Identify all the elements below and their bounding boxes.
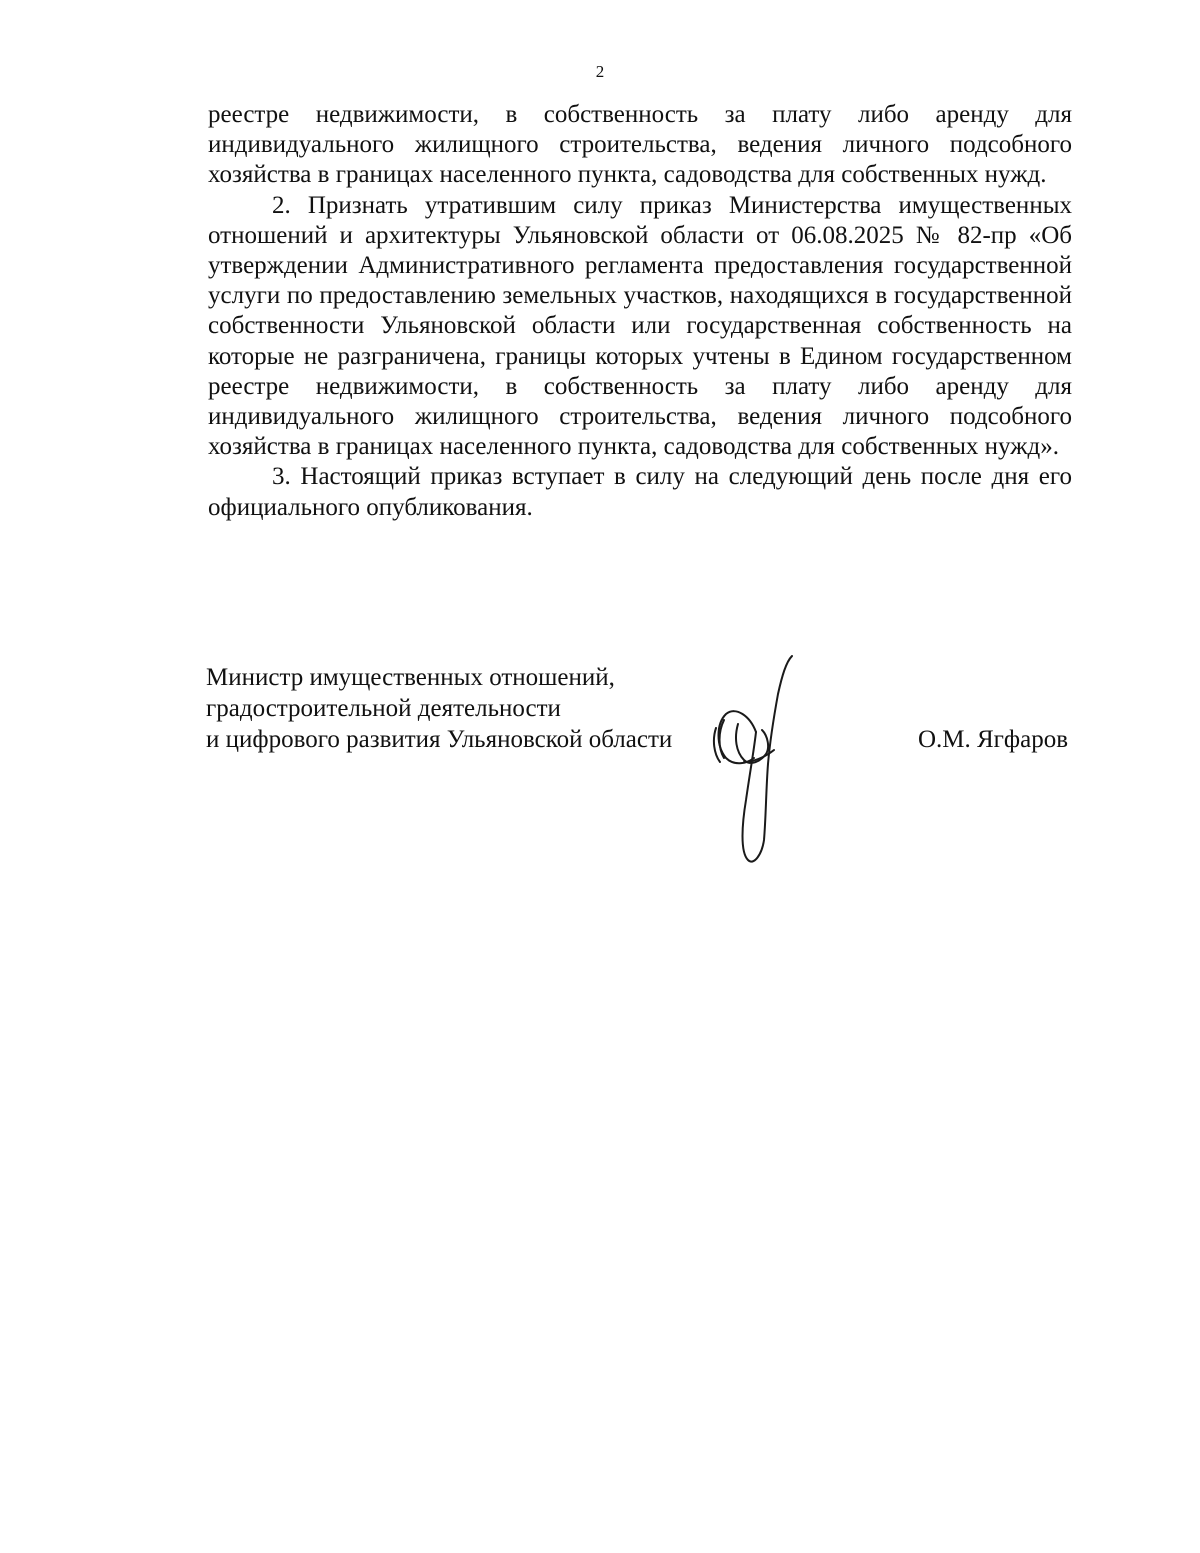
signer-name: О.М. Ягфаров <box>917 726 1068 753</box>
document-body <box>208 100 1072 523</box>
paragraph-continuation: реестре недвижимости, в собственность за плату либо аренду для индивидуального жилищного строительства, ведения личного подсобного хозяйства в границах населенного пункта, садоводства для собственных нужд. <box>208 101 1072 189</box>
signer-position <box>206 662 672 755</box>
paragraph-item-3: 3. Настоящий приказ вступает в силу на следующий день после дня его официального опубликования. <box>208 463 1072 521</box>
signature-block <box>206 662 1072 882</box>
signer-position-line: и цифрового развития Ульяновской области <box>206 726 673 753</box>
signer-position-line: градостроительной деятельности <box>206 695 561 722</box>
signer-position-line: Министр имущественных отношений, <box>206 664 615 691</box>
page-number: 2 <box>595 62 605 81</box>
paragraph-item-2: 2. Признать утратившим силу приказ Министерства имущественных отношений и архитектуры Ульяновской области от 06.08.2025 № 82-пр «Об утверждении Административного регламента предоставления государственной услуги по предоставлению земельных участков, находящихся в государственной собственности Ульяновской области или государственная собственность на которые не разграничена, границы которых учтены в Едином государственном реестре недвижимости, в собственность за плату либо аренду для индивидуального жилищного строительства, ведения личного подсобного хозяйства в границах населенного пункта, садоводства для собственных нужд». <box>208 191 1072 461</box>
handwritten-signature <box>704 654 814 874</box>
